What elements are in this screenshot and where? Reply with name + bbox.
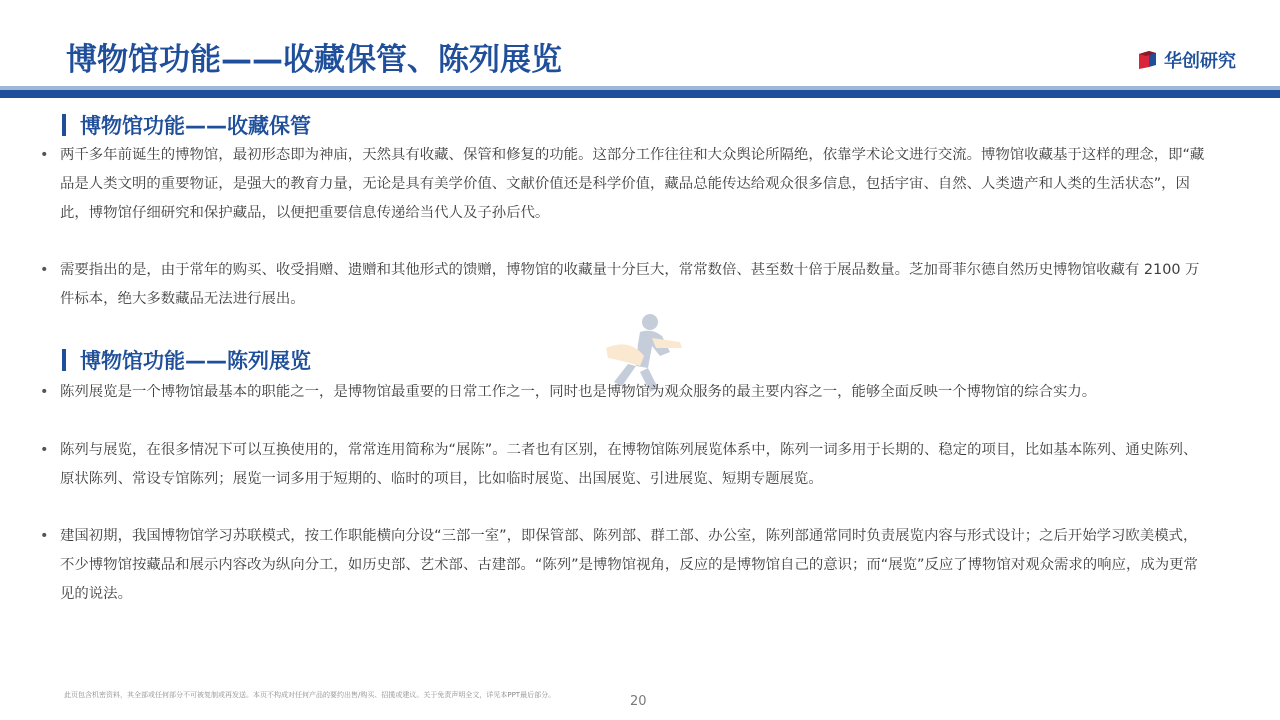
- paragraph-text: 两千多年前诞生的博物馆，最初形态即为神庙，天然具有收藏、保管和修复的功能。这部分工作往往和大众舆论所隔绝，依靠学术论文进行交流。博物馆收藏基于这样的理念，即“藏品是人类文明的重要物证，是强大的教育力量，无论是具有美学价值、文献价值还是科学价值，藏品总能传达给观众很多信息，包括宇宙、自然、人类遗产和人类的生活状态”，因此，博物馆仔细研究和保护藏品，以便把重要信息传递给当代人及子孙后代。: [60, 147, 1205, 221]
- bullet: •: [40, 442, 49, 458]
- footer-disclaimer: 此页包含机密资料，其全部或任何部分不可被复制或再发送。本页不构成对任何产品的要约出售/购买、招揽或建议。关于免责声明全文，详见本PPT最后部分。: [64, 691, 556, 699]
- brand: [1136, 47, 1236, 73]
- section-title: 博物馆功能——陈列展览: [80, 349, 311, 373]
- list-item: [40, 256, 1210, 314]
- page-title: 博物馆功能——收藏保管、陈列展览: [66, 42, 562, 78]
- bullet: •: [40, 147, 49, 163]
- list-item: [40, 522, 1210, 609]
- list-item: [40, 378, 1210, 407]
- section-heading-exhibition: [62, 345, 311, 375]
- bullet: •: [40, 262, 49, 278]
- section-bar: [62, 114, 66, 136]
- header-rule-dark: [0, 90, 1280, 98]
- section-bar: [62, 349, 66, 371]
- paragraph-text: 陈列展览是一个博物馆最基本的职能之一，是博物馆最重要的日常工作之一，同时也是博物馆为观众服务的最主要内容之一，能够全面反映一个博物馆的综合实力。: [60, 384, 1097, 400]
- bullet: •: [40, 384, 49, 400]
- brand-logo-icon: [1136, 50, 1158, 70]
- list-item: [40, 141, 1210, 228]
- bullet: •: [40, 528, 49, 544]
- section-title: 博物馆功能——收藏保管: [80, 114, 311, 138]
- page-number: 20: [630, 694, 647, 709]
- paragraph-text: 陈列与展览，在很多情况下可以互换使用的，常常连用简称为“展陈”。二者也有区别，在博物馆陈列展览体系中，陈列一词多用于长期的、稳定的项目，比如基本陈列、通史陈列、原状陈列、常设专馆陈列；展览一词多用于短期的、临时的项目，比如临时展览、出国展览、引进展览、短期专题展览。: [60, 442, 1198, 487]
- brand-name: 华创研究: [1164, 51, 1236, 72]
- list-item: [40, 436, 1210, 494]
- paragraph-text: 需要指出的是，由于常年的购买、收受捐赠、遗赠和其他形式的馈赠，博物馆的收藏量十分巨大，常常数倍、甚至数十倍于展品数量。芝加哥菲尔德自然历史博物馆收藏有 2100 万件标本，绝大多数藏品无法进行展出。: [60, 262, 1200, 307]
- paragraph-text: 建国初期，我国博物馆学习苏联模式，按工作职能横向分设“三部一室”，即保管部、陈列部、群工部、办公室，陈列部通常同时负责展览内容与形式设计；之后开始学习欧美模式，不少博物馆按藏品和展示内容改为纵向分工，如历史部、艺术部、古建部。“陈列”是博物馆视角，反应的是博物馆自己的意识；而“展览”反应了博物馆对观众需求的响应，成为更常见的说法。: [60, 528, 1198, 602]
- section-heading-collection: [62, 110, 311, 140]
